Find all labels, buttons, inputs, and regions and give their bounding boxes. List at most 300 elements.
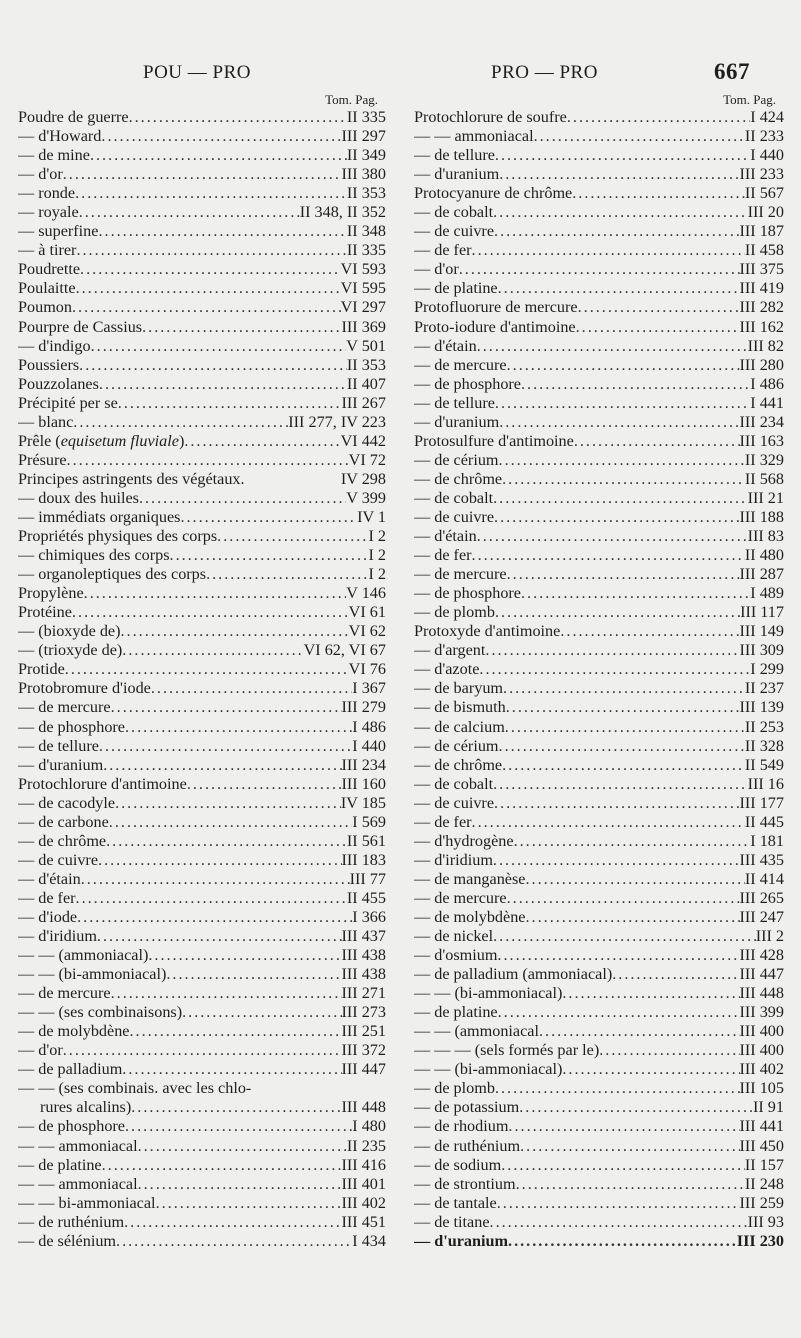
index-entry <box>414 260 784 279</box>
leader-dots <box>129 108 347 127</box>
entry-reference: III 234 <box>341 755 386 774</box>
leader-dots <box>118 394 342 413</box>
entry-reference: III 401 <box>341 1174 386 1193</box>
entry-term: — d'or <box>414 260 459 279</box>
entry-term: — d'uranium <box>18 755 104 774</box>
entry-term: — de palladium <box>18 1060 123 1079</box>
index-entry <box>18 546 386 565</box>
index-entry <box>18 489 386 508</box>
entry-reference: IV 1 <box>357 507 386 526</box>
index-entry <box>414 622 784 641</box>
entry-reference: III 267 <box>341 393 386 412</box>
entry-term: — de cuivre <box>414 507 495 526</box>
index-entry <box>414 241 784 260</box>
leader-dots <box>80 260 341 279</box>
entry-term: — de cuivre <box>18 850 99 869</box>
leader-dots <box>501 1156 745 1175</box>
entry-reference: III 77 <box>349 869 386 888</box>
leader-dots <box>499 451 745 470</box>
index-entry <box>18 679 386 698</box>
index-entry <box>414 851 784 870</box>
entry-term: — de mercure <box>414 565 507 584</box>
index-entry <box>18 1213 386 1232</box>
entry-reference: III 402 <box>739 1060 784 1079</box>
entry-term: Pouzzolanes <box>18 374 99 393</box>
running-head-left: POU — PRO <box>143 62 251 83</box>
entry-reference: III 177 <box>739 793 784 812</box>
leader-dots <box>138 1137 347 1156</box>
entry-term: — de molybdène <box>18 1022 130 1041</box>
leader-dots <box>490 1213 748 1232</box>
entry-reference: III 450 <box>739 1136 784 1155</box>
leader-dots <box>106 832 347 851</box>
page-number: 667 <box>714 59 750 84</box>
leader-dots <box>499 413 739 432</box>
leader-dots <box>125 1117 352 1136</box>
entry-term: — d'étain <box>414 336 477 355</box>
entry-term: — de mercure <box>414 888 507 907</box>
entry-term: Protobromure d'iode <box>18 679 151 698</box>
running-head-right: PRO — PRO <box>491 62 598 83</box>
entry-reference: I 486 <box>352 717 386 736</box>
leader-dots <box>507 565 740 584</box>
index-entry <box>18 813 386 832</box>
entry-reference: I 2 <box>368 527 386 546</box>
entry-reference: II 480 <box>744 546 784 565</box>
entry-term: — de cérium <box>414 736 499 755</box>
index-entry <box>414 298 784 317</box>
entry-reference: II 237 <box>744 679 784 698</box>
index-entry <box>414 756 784 775</box>
entry-reference: II 568 <box>744 469 784 488</box>
entry-reference: III 441 <box>739 1117 784 1136</box>
leader-dots <box>99 375 347 394</box>
index-entry <box>18 584 386 603</box>
entry-term: — de chrôme <box>414 755 503 774</box>
index-entry <box>18 508 386 527</box>
entry-reference: III 21 <box>747 488 784 507</box>
entry-term: — de chrôme <box>414 469 503 488</box>
index-entry <box>18 1175 386 1194</box>
entry-term: — d'étain <box>414 527 477 546</box>
entry-term: — de carbone <box>18 812 109 831</box>
entry-reference: II 91 <box>752 1098 784 1117</box>
index-entry <box>414 984 784 1003</box>
entry-reference: III 273 <box>341 1003 386 1022</box>
index-entry <box>18 946 386 965</box>
leader-dots <box>493 775 747 794</box>
index-entry <box>18 756 386 775</box>
entry-term: — de plomb <box>414 1079 495 1098</box>
entry-reference: III 271 <box>341 984 386 1003</box>
entry-reference: II 455 <box>346 888 386 907</box>
entry-reference: III 416 <box>341 1155 386 1174</box>
leader-dots <box>599 1041 739 1060</box>
entry-reference: I 2 <box>368 546 386 565</box>
index-entry <box>414 641 784 660</box>
entry-term: — d'or <box>18 165 63 184</box>
index-entry <box>18 870 386 889</box>
entry-term: Protosulfure d'antimoine <box>414 431 574 450</box>
entry-term: — de potassium <box>414 1098 520 1117</box>
index-entry <box>414 1022 784 1041</box>
index-entry <box>414 1194 784 1213</box>
entry-term: — de mercure <box>18 984 111 1003</box>
index-column-right <box>414 92 784 1251</box>
entry-reference: I 569 <box>352 812 386 831</box>
leader-dots <box>497 946 739 965</box>
index-entry <box>414 279 784 298</box>
entry-reference: III 82 <box>747 336 784 355</box>
index-entry <box>414 1117 784 1136</box>
entry-term: Protofluorure de mercure <box>414 298 578 317</box>
entry-term: — de nickel <box>414 927 494 946</box>
entry-reference: I 480 <box>352 1117 386 1136</box>
entry-reference: III 265 <box>739 888 784 907</box>
leader-dots <box>72 603 349 622</box>
entry-reference: III 233 <box>739 165 784 184</box>
entry-term: — de cérium <box>414 450 499 469</box>
index-entry <box>414 1137 784 1156</box>
leader-dots <box>477 527 748 546</box>
index-entry <box>414 337 784 356</box>
entry-reference: I 299 <box>750 660 784 679</box>
entry-term: — immédiats organiques <box>18 507 181 526</box>
leader-dots <box>472 241 745 260</box>
leader-dots <box>103 756 341 775</box>
entry-reference: III 380 <box>341 165 386 184</box>
entry-reference: I 2 <box>368 565 386 584</box>
entry-reference: II 335 <box>346 108 386 126</box>
entry-term: — — ammoniacal <box>18 1174 138 1193</box>
index-entry <box>414 1232 784 1251</box>
leader-dots <box>495 603 740 622</box>
index-entry <box>414 1098 784 1117</box>
index-entry <box>18 375 386 394</box>
index-entry <box>18 222 386 241</box>
leader-dots <box>131 1098 341 1117</box>
entry-reference: III 139 <box>739 698 784 717</box>
entry-reference: III 297 <box>341 127 386 146</box>
leader-dots <box>115 794 341 813</box>
entry-reference: VI 62 <box>348 622 386 641</box>
leader-dots <box>121 622 349 641</box>
entry-term: — de phosphore <box>414 374 521 393</box>
leader-dots <box>217 527 368 546</box>
entry-term: — d'azote <box>414 660 480 679</box>
leader-dots <box>77 908 352 927</box>
index-entry <box>414 1079 784 1098</box>
entry-reference: I 486 <box>750 374 784 393</box>
entry-reference: II 348 <box>346 222 386 241</box>
entry-reference: III 234 <box>739 412 784 431</box>
leader-dots <box>111 698 342 717</box>
entry-term: Poudre de guerre <box>18 108 129 126</box>
page-header <box>0 59 801 92</box>
entry-reference: IV 185 <box>340 793 386 812</box>
entry-term: — de rhodium <box>414 1117 509 1136</box>
entry-reference: II 248 <box>744 1174 784 1193</box>
index-entry <box>414 1156 784 1175</box>
leader-dots <box>76 889 347 908</box>
index-entry <box>414 832 784 851</box>
index-entry <box>18 337 386 356</box>
entry-term: — de fer <box>414 812 472 831</box>
entry-term: — d'étain <box>18 869 81 888</box>
entry-reference: III 187 <box>739 222 784 241</box>
index-entry <box>18 1079 386 1098</box>
entry-term: rures alcalins) <box>40 1098 132 1117</box>
entry-reference: III 16 <box>747 774 784 793</box>
leader-dots <box>485 641 739 660</box>
leader-dots <box>73 413 288 432</box>
entry-reference: III 259 <box>739 1193 784 1212</box>
entry-term: — — (bi-ammoniacal) <box>414 1060 563 1079</box>
leader-dots <box>459 260 740 279</box>
index-entry <box>18 737 386 756</box>
leader-dots <box>539 1022 740 1041</box>
index-entry <box>414 946 784 965</box>
index-entry <box>18 1041 386 1060</box>
entry-term: — de mercure <box>18 698 111 717</box>
entry-reference: III 280 <box>739 355 784 374</box>
index-entry <box>414 375 784 394</box>
leader-dots <box>98 222 346 241</box>
index-entry <box>414 394 784 413</box>
index-entry <box>414 565 784 584</box>
entry-term: — d'iode <box>18 907 78 926</box>
entry-term: — de tellure <box>18 736 99 755</box>
entry-reference: III 309 <box>739 641 784 660</box>
leader-dots <box>122 641 303 660</box>
leader-dots <box>514 832 751 851</box>
entry-term: — de cobalt <box>414 203 494 222</box>
entry-reference: III 438 <box>341 946 386 965</box>
leader-dots <box>508 1232 737 1251</box>
leader-dots <box>519 1098 753 1117</box>
entry-reference: III 438 <box>341 965 386 984</box>
entry-term: — de fer <box>414 546 472 565</box>
index-entry <box>414 794 784 813</box>
leader-dots <box>182 1003 341 1022</box>
entry-term: — de tantale <box>414 1193 497 1212</box>
leader-dots <box>477 337 748 356</box>
leader-dots <box>521 584 750 603</box>
leader-dots <box>526 908 740 927</box>
entry-term: — de cacodyle <box>18 793 116 812</box>
index-entry <box>18 394 386 413</box>
entry-term: — de cobalt <box>414 488 494 507</box>
index-entry <box>18 470 386 489</box>
leader-dots <box>180 508 357 527</box>
column-label: Tom. Pag. <box>723 92 776 107</box>
entry-reference: III 277, IV 223 <box>288 412 386 431</box>
index-entry <box>18 622 386 641</box>
index-entry <box>18 641 386 660</box>
entry-reference: III 399 <box>739 1003 784 1022</box>
entry-reference: III 448 <box>341 1098 386 1117</box>
entry-reference: I 367 <box>352 679 386 698</box>
entry-term: — de cobalt <box>414 774 494 793</box>
entry-term: — de platine <box>18 1155 102 1174</box>
entry-term: — d'Howard <box>18 127 102 146</box>
entry-reference: II 567 <box>744 184 784 203</box>
entry-term: Protochlorure d'antimoine <box>18 774 187 793</box>
index-entry <box>414 737 784 756</box>
entry-term: Protide <box>18 660 65 679</box>
index-entry <box>414 603 784 622</box>
index-entry <box>18 1003 386 1022</box>
entry-list-left <box>18 108 386 1251</box>
entry-reference: I 440 <box>750 146 784 165</box>
entry-term: — de plomb <box>414 603 495 622</box>
leader-dots <box>507 356 740 375</box>
index-entry <box>18 356 386 375</box>
leader-dots <box>142 318 341 337</box>
entry-reference: I 440 <box>352 736 386 755</box>
entry-reference: VI 61 <box>348 603 386 622</box>
leader-dots <box>109 813 352 832</box>
index-entry <box>18 660 386 679</box>
entry-reference: III 447 <box>341 1060 386 1079</box>
entry-reference: I 489 <box>750 584 784 603</box>
index-entry <box>414 660 784 679</box>
entry-reference: II 407 <box>346 374 386 393</box>
entry-term: — de manganèse <box>414 869 526 888</box>
entry-term: — de mine <box>18 146 90 165</box>
index-entry <box>414 813 784 832</box>
index-entry <box>18 1232 386 1251</box>
index-entry <box>18 1098 386 1117</box>
leader-dots <box>502 470 745 489</box>
entry-reference: I 181 <box>750 831 784 850</box>
leader-dots <box>498 1003 740 1022</box>
index-entry <box>414 203 784 222</box>
index-entry <box>18 260 386 279</box>
entry-term: — de calcium <box>414 717 505 736</box>
entry-term: — de fer <box>18 888 76 907</box>
leader-dots <box>84 584 347 603</box>
leader-dots <box>520 1137 739 1156</box>
leader-dots <box>534 127 745 146</box>
entry-reference: III 402 <box>341 1193 386 1212</box>
leader-dots <box>493 489 747 508</box>
index-entry <box>414 127 784 146</box>
leader-dots <box>76 241 346 260</box>
leader-dots <box>472 813 745 832</box>
leader-dots <box>502 756 745 775</box>
leader-dots <box>98 851 341 870</box>
index-entry <box>414 318 784 337</box>
entry-term: — de ruthénium <box>18 1212 125 1231</box>
entry-term: — doux des huiles <box>18 488 139 507</box>
entry-term: — (bioxyde de) <box>18 622 121 641</box>
entry-term: — d'or <box>18 1041 63 1060</box>
entry-term: — — bi-ammoniacal <box>18 1193 156 1212</box>
leader-dots <box>111 984 342 1003</box>
entry-term: Propylène <box>18 584 84 603</box>
entry-reference: III 437 <box>341 927 386 946</box>
leader-dots <box>562 984 739 1003</box>
leader-dots <box>505 718 745 737</box>
leader-dots <box>472 546 745 565</box>
leader-dots <box>81 870 350 889</box>
leader-dots <box>124 1213 341 1232</box>
index-entry <box>414 527 784 546</box>
entry-reference: V 501 <box>346 336 386 355</box>
index-entry <box>18 165 386 184</box>
index-entry <box>414 584 784 603</box>
leader-dots <box>139 489 346 508</box>
index-entry <box>414 775 784 794</box>
leader-dots <box>499 165 739 184</box>
entry-term: — — (ses combinais. avec les chlo- <box>18 1079 252 1098</box>
index-entry <box>414 451 784 470</box>
index-entry <box>414 108 784 127</box>
index-entry <box>18 718 386 737</box>
entry-reference: II 445 <box>744 812 784 831</box>
entry-reference: II 235 <box>346 1136 386 1155</box>
entry-reference: III 105 <box>739 1079 784 1098</box>
entry-term: — — (ammoniacal) <box>18 946 149 965</box>
entry-term: Poudrette <box>18 260 81 279</box>
index-entry <box>18 1060 386 1079</box>
index-entry <box>18 1137 386 1156</box>
index-entry <box>18 241 386 260</box>
entry-reference: VI 72 <box>348 450 386 469</box>
leader-dots <box>508 1117 739 1136</box>
entry-term: — de cuivre <box>414 222 495 241</box>
leader-dots <box>506 698 740 717</box>
index-entry <box>18 451 386 470</box>
index-entry <box>414 718 784 737</box>
index-entry <box>414 927 784 946</box>
index-entry <box>18 1156 386 1175</box>
leader-dots <box>499 737 745 756</box>
index-entry <box>414 508 784 527</box>
leader-dots <box>521 375 750 394</box>
entry-reference: II 157 <box>744 1155 784 1174</box>
index-entry <box>414 889 784 908</box>
entry-term: — de mercure <box>414 355 507 374</box>
entry-reference: VI 76 <box>348 660 386 679</box>
entry-term: Poussiers <box>18 355 80 374</box>
leader-dots <box>497 1194 740 1213</box>
index-entry <box>414 1175 784 1194</box>
entry-term: Pourpre de Cassius <box>18 317 143 336</box>
index-entry <box>414 546 784 565</box>
entry-term: — de cuivre <box>414 793 495 812</box>
index-entry <box>18 775 386 794</box>
index-entry <box>18 413 386 432</box>
entry-reference: II 328 <box>744 736 784 755</box>
index-entry <box>18 298 386 317</box>
index-entry <box>414 965 784 984</box>
leader-dots <box>122 1060 341 1079</box>
leader-dots <box>576 318 740 337</box>
entry-reference: II 329 <box>744 450 784 469</box>
entry-term: Précipité per se <box>18 393 118 412</box>
entry-reference: I 441 <box>750 393 784 412</box>
entry-term: — d'iridium <box>414 850 493 869</box>
entry-reference: III 451 <box>341 1212 386 1231</box>
leader-dots <box>494 508 739 527</box>
entry-reference: III 400 <box>739 1041 784 1060</box>
index-entry <box>414 1060 784 1079</box>
leader-dots <box>206 565 368 584</box>
entry-reference: III 230 <box>736 1231 784 1250</box>
entry-reference: III 117 <box>740 603 784 622</box>
